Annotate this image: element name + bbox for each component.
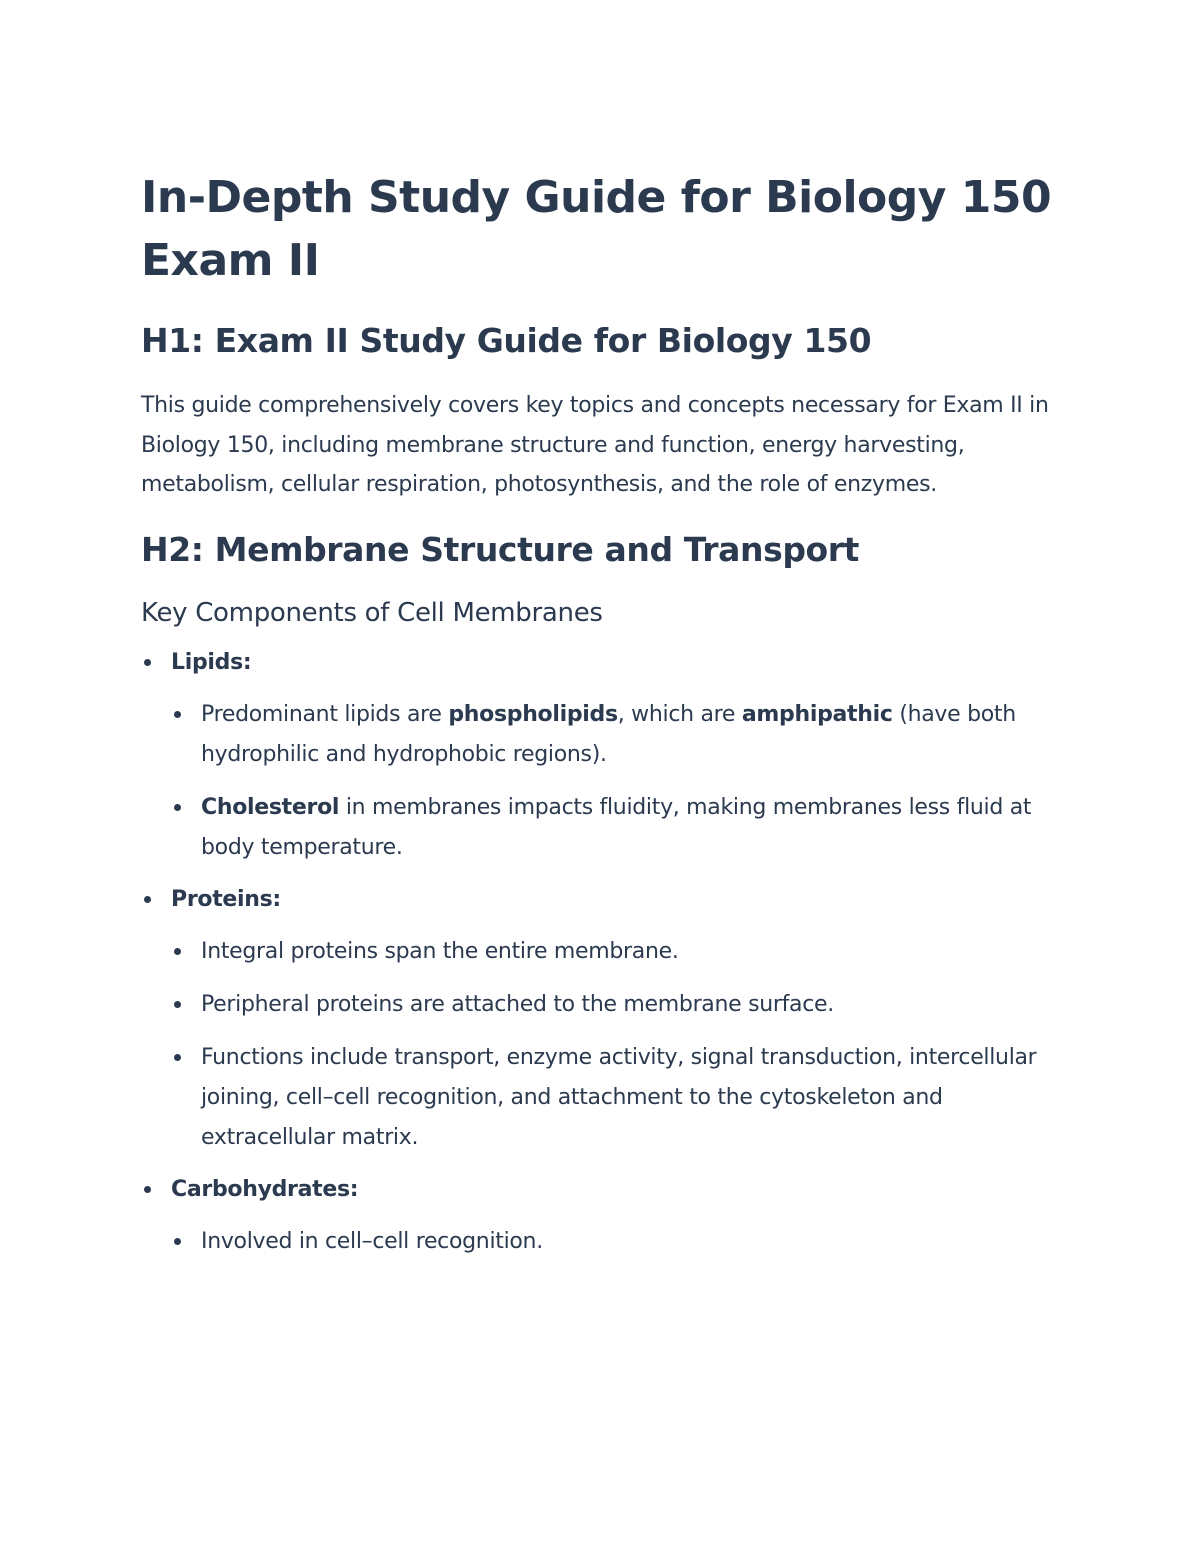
list-item-proteins: [141, 880, 1071, 1158]
lipids-sublist: [171, 695, 1071, 868]
bold-term: phospholipids: [448, 701, 618, 727]
document-page: [141, 166, 1071, 1262]
list-item: Peripheral proteins are attached to the membrane surface.: [171, 985, 1071, 1025]
text: (have both hydrophilic and hydrophobic regions).: [201, 701, 1016, 767]
list-item: [171, 695, 1071, 775]
bold-term: amphipathic: [741, 701, 893, 727]
list-item-lipids: [141, 643, 1071, 868]
list-item: Involved in cell–cell recognition.: [171, 1222, 1071, 1262]
intro-paragraph: This guide comprehensively covers key topics and concepts necessary for Exam II in Biology 150, including membrane structure and function, energy harvesting, metabolism, cellular respiration, photosynthesis, and the role of enzymes.: [141, 393, 1049, 497]
carbohydrates-label: Carbohydrates:: [171, 1176, 359, 1202]
section-subheading: Key Components of Cell Membranes: [141, 597, 603, 628]
carbohydrates-sublist: [171, 1222, 1071, 1262]
bold-term: Cholesterol: [201, 794, 340, 820]
h1-heading: H1: Exam II Study Guide for Biology 150: [141, 321, 872, 360]
components-list: [141, 643, 1071, 1262]
h2-heading: H2: Membrane Structure and Transport: [141, 529, 860, 569]
lipids-label: Lipids:: [171, 649, 252, 675]
proteins-label: Proteins:: [171, 886, 281, 912]
list-item: Integral proteins span the entire membrane.: [171, 932, 1071, 972]
document-title: In-Depth Study Guide for Biology 150 Exam II: [141, 172, 1052, 286]
list-item: [171, 788, 1071, 868]
list-item: Functions include transport, enzyme activity, signal transduction, intercellular joining, cell–cell recognition, and attachment to the cytoskeleton and extracellular matrix.: [171, 1038, 1071, 1158]
text: , which are: [617, 701, 742, 727]
list-item-carbohydrates: [141, 1170, 1071, 1262]
text: in membranes impacts fluidity, making membranes less fluid at body temperature.: [201, 794, 1032, 860]
text: Predominant lipids are: [201, 701, 449, 727]
proteins-sublist: [171, 932, 1071, 1158]
